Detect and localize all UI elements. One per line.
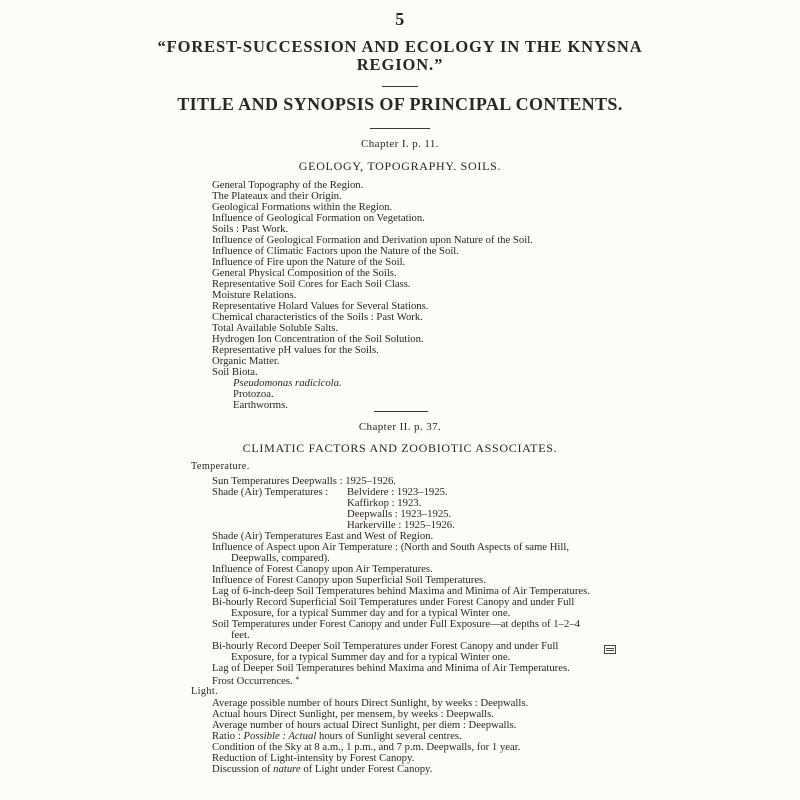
chapter-2-title: CLIMATIC FACTORS AND ZOOBIOTIC ASSOCIATES. bbox=[242, 441, 558, 455]
chapter-1-item: Influence of Geological Formation and Derivation upon Nature of the Soil. bbox=[212, 234, 533, 246]
discussion-prefix: Discussion of bbox=[212, 763, 274, 775]
chapter-1-item: Influence of Climatic Factors upon the Nature of the Soil. bbox=[212, 245, 459, 257]
chapter-1-biota-item: Pseudomonas radicicola. bbox=[233, 377, 342, 389]
chapter-1-item: Representative pH values for the Soils. bbox=[212, 344, 379, 356]
chapter-divider bbox=[374, 411, 428, 412]
asterisk-mark: * bbox=[295, 675, 300, 684]
temperature-item: Bi-hourly Record Superficial Soil Temperatures under Forest Canopy and under Full bbox=[212, 596, 575, 608]
chapter-1-title: GEOLOGY, TOPOGRAPHY. SOILS. bbox=[298, 159, 502, 173]
temperature-item: Soil Temperatures under Forest Canopy and under Full Exposure—at depths of 1–2–4 bbox=[212, 618, 581, 630]
discussion-suffix: of Light under Forest Canopy. bbox=[300, 763, 433, 775]
temperature-item: Lag of Deeper Soil Temperatures behind Maxima and Minima of Air Temperatures. bbox=[212, 662, 570, 674]
chapter-1-biota-item: Earthworms. bbox=[233, 399, 288, 411]
chapter-1-item: Soils : Past Work. bbox=[212, 223, 289, 235]
temperature-item: Sun Temperatures Deepwalls : 1925–1926. bbox=[212, 475, 396, 487]
temperature-item: Influence of Aspect upon Air Temperature : (North and South Aspects of same Hill, bbox=[212, 541, 570, 553]
ratio-prefix: Ratio : bbox=[212, 730, 244, 742]
temperature-item-continued: Deepwalls, compared). bbox=[231, 552, 330, 564]
temperature-item bbox=[212, 674, 299, 687]
chapter-2-label: Chapter II. p. 37. bbox=[358, 421, 442, 433]
light-item: Reduction of Light-intensity by Forest Canopy. bbox=[212, 752, 415, 764]
temperature-item-continued: Exposure, for a typical Summer day and for a typical Winter one. bbox=[231, 651, 511, 663]
temperature-item: Influence of Forest Canopy upon Superficial Soil Temperatures. bbox=[212, 574, 486, 586]
chapter-1-item: Representative Soil Cores for Each Soil Class. bbox=[212, 278, 411, 290]
temperature-heading: Temperature. bbox=[191, 461, 250, 472]
library-stamp-icon bbox=[604, 645, 616, 654]
chapter-1-item: Hydrogen Ion Concentration of the Soil Solution. bbox=[212, 333, 424, 345]
chapter-1-label: Chapter I. p. 11. bbox=[361, 138, 439, 150]
title-divider bbox=[382, 86, 418, 87]
temperature-item: Bi-hourly Record Deeper Soil Temperatures under Forest Canopy and under Full bbox=[212, 640, 559, 652]
chapter-1-item: Influence of Geological Formation on Vegetation. bbox=[212, 212, 425, 224]
light-item: Actual hours Direct Sunlight, per mensem, by weeks : Deepwalls. bbox=[212, 708, 494, 720]
discussion-italic: nature bbox=[273, 763, 301, 775]
temperature-item: Influence of Forest Canopy upon Air Temperatures. bbox=[212, 563, 433, 575]
chapter-1-item: Geological Formations within the Region. bbox=[212, 201, 393, 213]
chapter-1-item: General Physical Composition of the Soils. bbox=[212, 267, 397, 279]
temperature-item-continued: Exposure, for a typical Summer day and for a typical Winter one. bbox=[231, 607, 511, 619]
chapter-1-item: Influence of Fire upon the Nature of the Soil. bbox=[212, 256, 406, 268]
chapter-1-item: Chemical characteristics of the Soils : Past Work. bbox=[212, 311, 423, 323]
light-item bbox=[212, 764, 432, 775]
temperature-item: Lag of 6-inch-deep Soil Temperatures behind Maxima and Minima of Air Temperatures. bbox=[212, 585, 590, 597]
chapter-1-biota-item: Protozoa. bbox=[233, 388, 274, 400]
ratio-suffix: hours of Sunlight several centres. bbox=[316, 730, 462, 742]
chapter-1-item: General Topography of the Region. bbox=[212, 179, 364, 191]
shade-label: Shade (Air) Temperatures : bbox=[212, 486, 329, 498]
shade-station: Kaffirkop : 1923. bbox=[347, 497, 422, 509]
shade-station: Deepwalls : 1923–1925. bbox=[347, 508, 452, 520]
chapter-1-item: Organic Matter. bbox=[212, 355, 280, 367]
temperature-item-continued: feet. bbox=[231, 629, 250, 641]
book-title-line-2: REGION.” bbox=[356, 55, 444, 74]
light-heading: Light. bbox=[191, 686, 219, 697]
light-item: Average possible number of hours Direct Sunlight, by weeks : Deepwalls. bbox=[212, 697, 529, 709]
chapter-1-item: Total Available Soluble Salts. bbox=[212, 322, 339, 334]
book-title-line-1: “FOREST-SUCCESSION AND ECOLOGY IN THE KNYSNA bbox=[157, 37, 643, 56]
chapter-1-item: Moisture Relations. bbox=[212, 289, 297, 301]
page-number: 5 bbox=[395, 9, 405, 29]
chapter-1-item: The Plateaux and their Origin. bbox=[212, 190, 342, 202]
synopsis-title: TITLE AND SYNOPSIS OF PRINCIPAL CONTENTS. bbox=[177, 94, 623, 114]
temperature-item: Shade (Air) Temperatures East and West of Region. bbox=[212, 530, 434, 542]
chapter-1-item: Soil Biota. bbox=[212, 366, 258, 378]
light-item: Average number of hours actual Direct Sunlight, per diem : Deepwalls. bbox=[212, 719, 517, 731]
light-item: Condition of the Sky at 8 a.m., 1 p.m., and 7 p.m. Deepwalls, for 1 year. bbox=[212, 741, 521, 753]
book-title bbox=[150, 38, 650, 74]
synopsis-divider bbox=[370, 128, 430, 129]
shade-station: Belvidere : 1923–1925. bbox=[347, 486, 448, 498]
shade-station: Harkerville : 1925–1926. bbox=[347, 519, 455, 531]
frost-occurrences-text: Frost Occurrences. bbox=[212, 675, 293, 687]
ratio-italic: Possible : Actual bbox=[243, 730, 317, 742]
chapter-1-item: Representative Holard Values for Several Stations. bbox=[212, 300, 429, 312]
